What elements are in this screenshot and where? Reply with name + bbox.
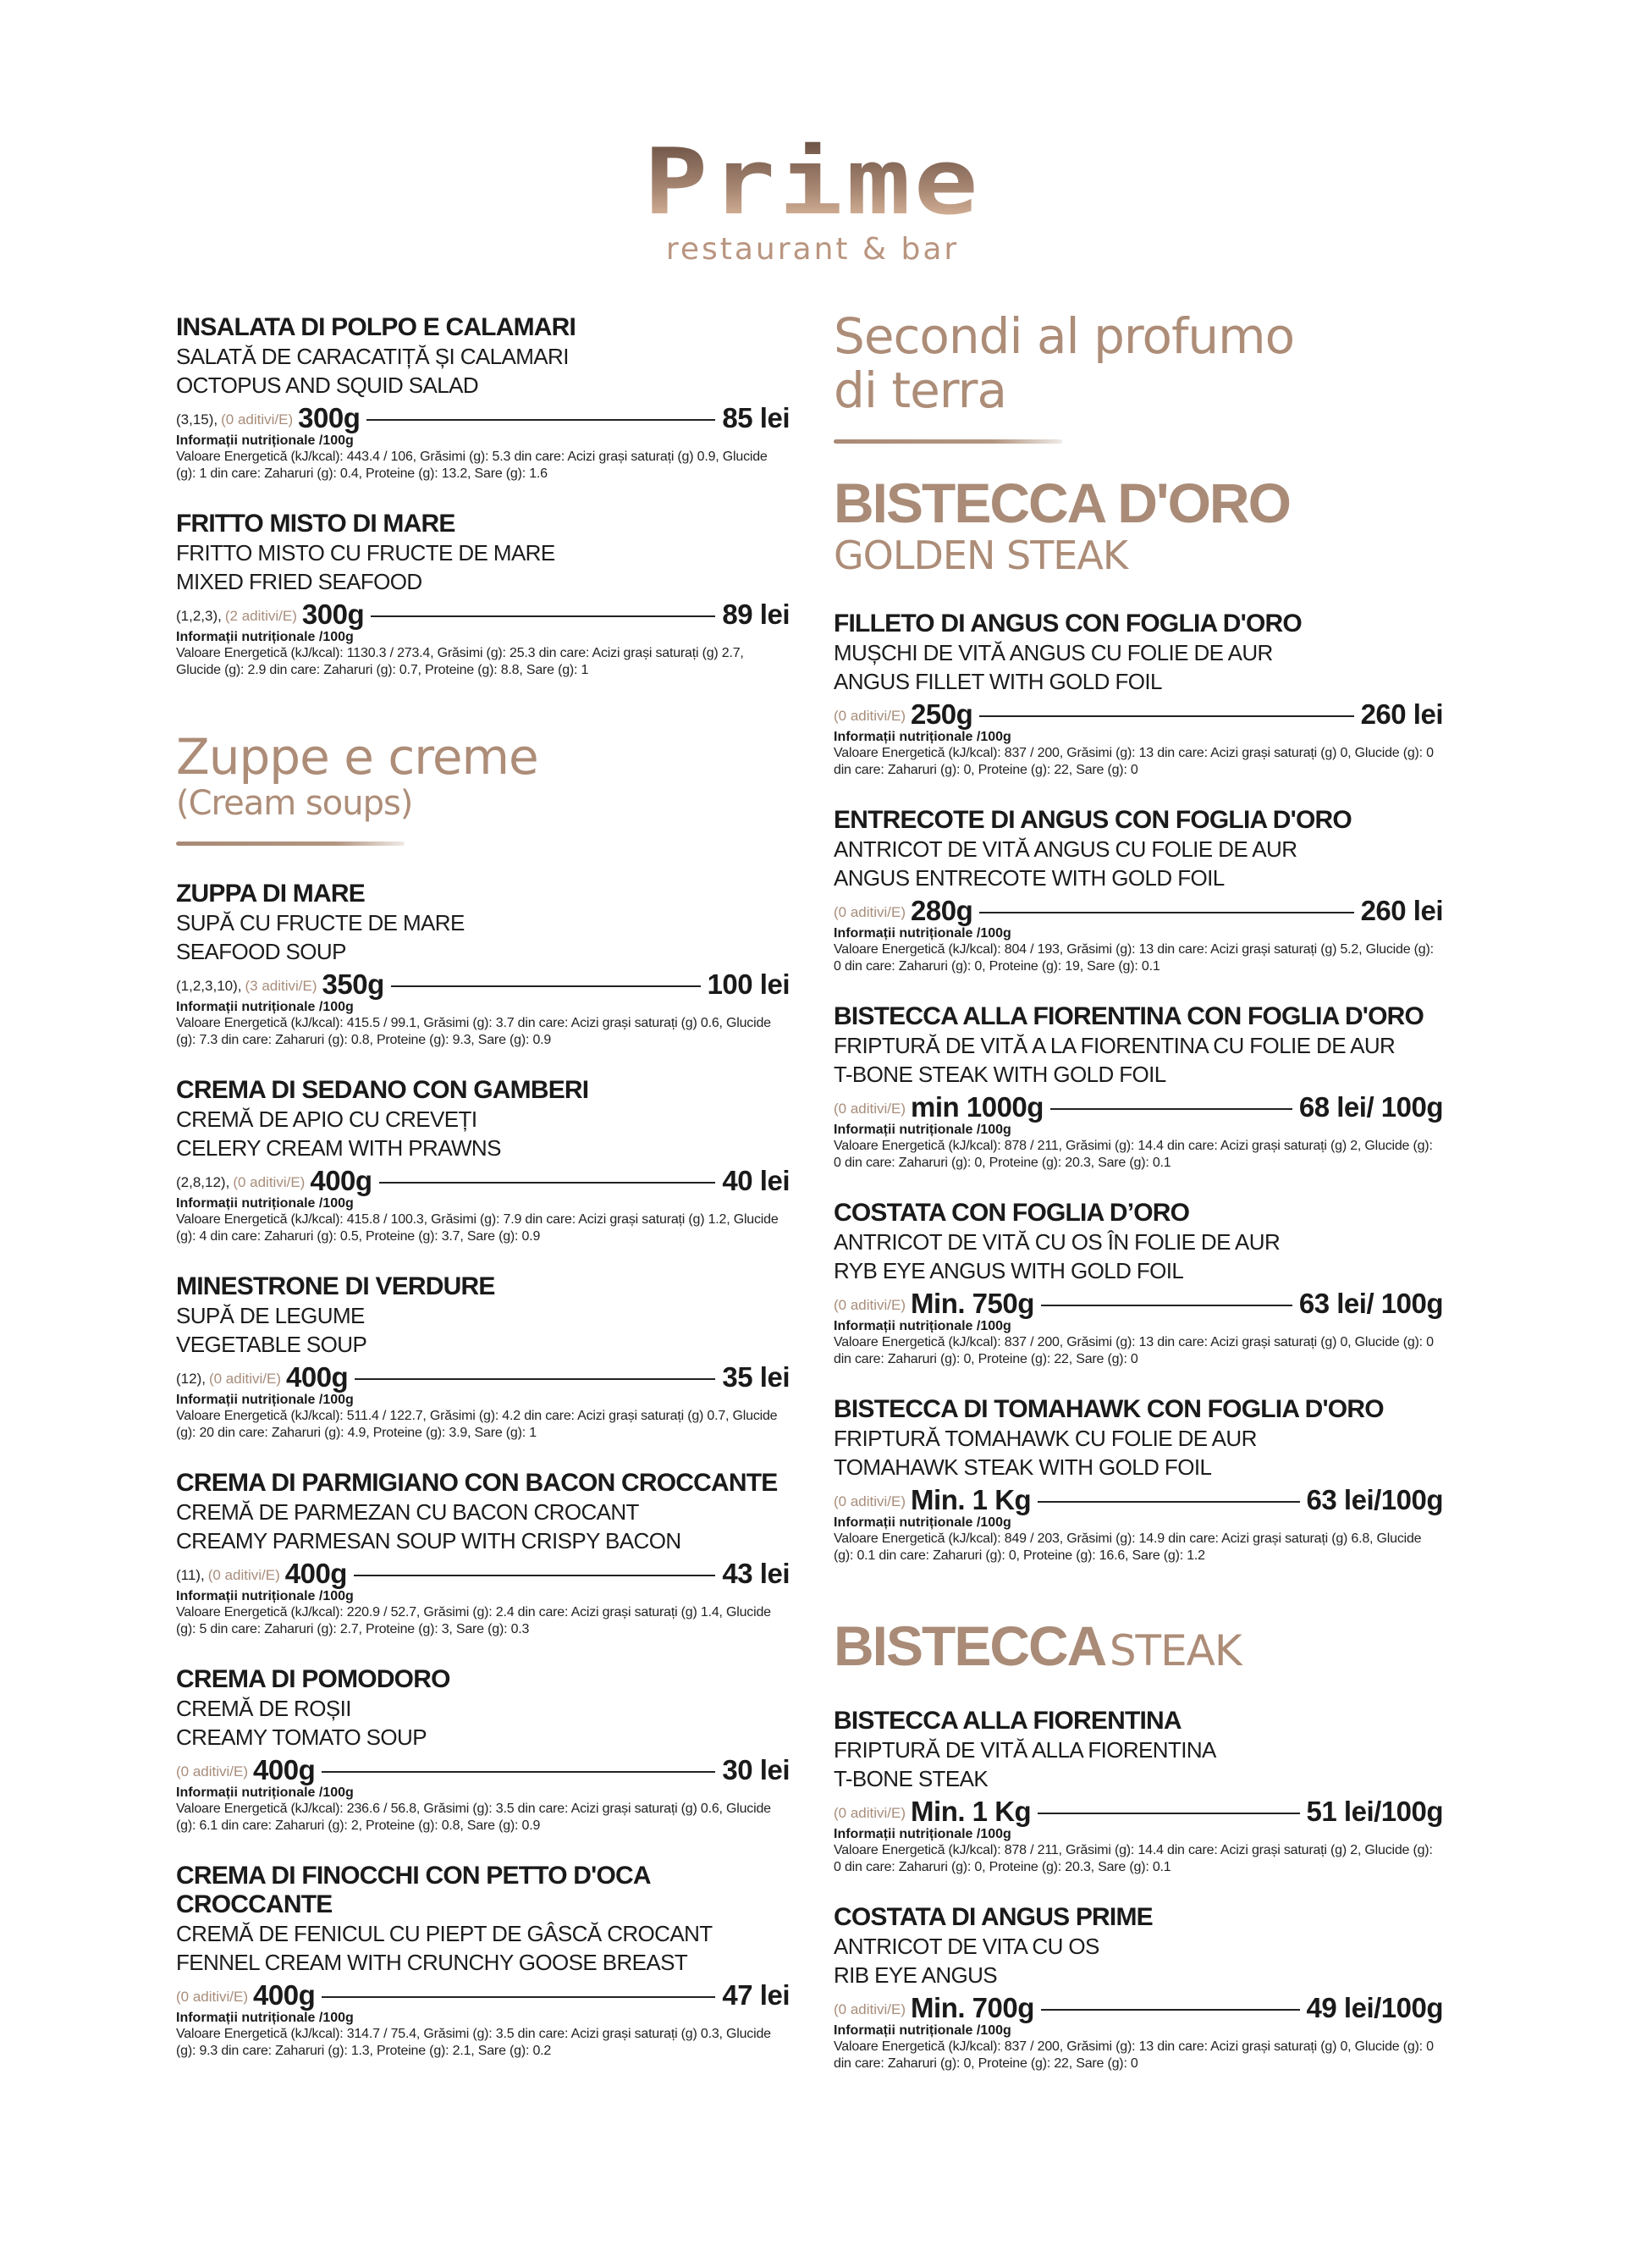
- item-name-ro: FRITTO MISTO CU FRUCTE DE MARE: [176, 540, 555, 566]
- nutrition-facts: Valoare Energetică (kJ/kcal): 415.8 / 100.3, Grăsimi (g): 7.9 din care: Acizi grași saturați (g) 1.2, Glucide (g): 4 din care: Zaharuri (g): 0.5, Proteine (g): 3.7, Sare (g): 0.9: [176, 1212, 779, 1244]
- item-name-en: ANGUS ENTRECOTE WITH GOLD FOIL: [834, 865, 1225, 891]
- item-title-it: ENTRECOTE DI ANGUS CON FOGLIA D'ORO: [834, 806, 1352, 834]
- golden-steak-list: [834, 610, 1443, 1564]
- item-name-ro: ANTRICOT DE VITĂ ANGUS CU FOLIE DE AUR: [834, 836, 1297, 862]
- item-name-ro: CREMĂ DE FENICUL CU PIEPT DE GÂSCĂ CROCANT: [176, 1921, 713, 1946]
- item-weight: 400g: [253, 1979, 316, 2011]
- price-row: [176, 400, 790, 433]
- additives-count: (0 aditivi/E): [221, 411, 294, 428]
- price-row: [176, 1359, 790, 1393]
- item-price: 49 lei/100g: [1306, 1992, 1443, 2023]
- section-title-golden-steak: BISTECCA D'ORO: [834, 472, 1290, 534]
- menu-item: [176, 1076, 790, 1245]
- additives-count: (0 aditivi/E): [834, 1297, 906, 1313]
- restaurant-logo: [0, 128, 1625, 267]
- price-row: [834, 1482, 1443, 1515]
- additives-count: (0 aditivi/E): [834, 2001, 906, 2017]
- menu-item: [176, 1665, 790, 1835]
- nutrition-heading: Informații nutriționale /100g: [834, 2023, 1011, 2038]
- item-price: 89 lei: [722, 599, 790, 630]
- menu-item: [834, 806, 1443, 975]
- menu-item: [176, 1272, 790, 1442]
- nutrition-heading: Informații nutriționale /100g: [834, 1123, 1011, 1137]
- additives-count: (0 aditivi/E): [233, 1174, 306, 1190]
- additives-count: (0 aditivi/E): [834, 1101, 906, 1117]
- nutrition-facts: Valoare Energetică (kJ/kcal): 878 / 211, Grăsimi (g): 14.4 din care: Acizi grași saturați (g) 2, Glucide (g): 0 din care: Zaharuri (g): 0, Proteine (g): 20.3, Sare (g): 0.1: [834, 1843, 1433, 1874]
- logo-wordmark: Prime: [643, 128, 982, 235]
- item-name-en: CELERY CREAM WITH PRAWNS: [176, 1135, 501, 1161]
- price-row: [834, 1989, 1443, 2023]
- item-title-it: FILLETO DI ANGUS CON FOGLIA D'ORO: [834, 610, 1302, 637]
- price-row: [834, 1793, 1443, 1827]
- section-subtitle-soups: (Cream soups): [176, 784, 413, 823]
- item-weight: 400g: [253, 1754, 316, 1785]
- price-row: [176, 1555, 790, 1589]
- item-title-it: CREMA DI SEDANO CON GAMBERI: [176, 1076, 589, 1104]
- dotted-leader: [354, 1575, 715, 1576]
- nutrition-facts: Valoare Energetică (kJ/kcal): 837 / 200, Grăsimi (g): 13 din care: Acizi grași saturați (g) 0, Glucide (g): 0 din care: Zaharuri (g): 0, Proteine (g): 22, Sare (g): 0: [834, 2039, 1434, 2071]
- item-weight: Min. 750g: [911, 1288, 1034, 1319]
- nutrition-facts: Valoare Energetică (kJ/kcal): 837 / 200, Grăsimi (g): 13 din care: Acizi grași saturați (g) 0, Glucide (g): 0 din care: Zaharuri (g): 0, Proteine (g): 22, Sare (g): 0: [834, 1335, 1434, 1366]
- item-title-it: BISTECCA ALLA FIORENTINA CON FOGLIA D'ORO: [834, 1002, 1424, 1030]
- item-name-ro: ANTRICOT DE VITA CU OS: [834, 1934, 1099, 1959]
- item-name-en: CREAMY PARMESAN SOUP WITH CRISPY BACON: [176, 1528, 681, 1553]
- dotted-leader: [355, 1378, 715, 1380]
- section-subtitle-golden-steak: GOLDEN STEAK: [834, 533, 1127, 578]
- dotted-leader: [366, 419, 715, 421]
- dotted-leader: [1038, 1501, 1299, 1503]
- nutrition-heading: Informații nutriționale /100g: [834, 1319, 1011, 1333]
- allergen-codes: (12),: [176, 1371, 206, 1387]
- item-name-en: CREAMY TOMATO SOUP: [176, 1724, 427, 1750]
- item-title-it: BISTECCA ALLA FIORENTINA: [834, 1707, 1182, 1735]
- additives-count: (2 aditivi/E): [224, 608, 297, 624]
- menu-item: [176, 313, 790, 483]
- nutrition-facts: Valoare Energetică (kJ/kcal): 314.7 / 75.4, Grăsimi (g): 3.5 din care: Acizi grași saturați (g) 0.3, Glucide (g): 9.3 din care: Zaharuri (g): 1.3, Proteine (g): 2.1, Sare (g): 0.2: [176, 2027, 771, 2058]
- additives-count: (0 aditivi/E): [208, 1371, 281, 1387]
- nutrition-facts: Valoare Energetică (kJ/kcal): 849 / 203, Grăsimi (g): 14.9 din care: Acizi grași saturați (g) 6.8, Glucide (g): 0.1 din care: Zaharuri (g): 0, Proteine (g): 16.6, Sare (g): 1.2: [834, 1531, 1422, 1563]
- additives-count: (0 aditivi/E): [176, 1989, 249, 2005]
- additives-count: (0 aditivi/E): [176, 1763, 249, 1780]
- item-title-it: COSTATA DI ANGUS PRIME: [834, 1903, 1153, 1931]
- item-price: 40 lei: [722, 1165, 790, 1196]
- item-weight: 300g: [301, 599, 365, 630]
- additives-count: (0 aditivi/E): [834, 708, 906, 724]
- price-row: [834, 1089, 1443, 1123]
- item-name-en: T-BONE STEAK WITH GOLD FOIL: [834, 1062, 1166, 1087]
- steak-list: [834, 1707, 1443, 2072]
- menu-item: [834, 1707, 1443, 1876]
- dotted-leader: [322, 1996, 715, 1998]
- nutrition-heading: Informații nutriționale /100g: [834, 1515, 1011, 1530]
- item-weight: 400g: [284, 1558, 347, 1589]
- dotted-leader: [391, 985, 701, 987]
- right-column: [834, 309, 1443, 2100]
- item-name-ro: FRIPTURĂ TOMAHAWK CU FOLIE DE AUR: [834, 1426, 1257, 1451]
- soup-list: [176, 880, 790, 2060]
- brush-divider: [834, 439, 1062, 444]
- item-weight: 300g: [298, 402, 361, 433]
- nutrition-facts: Valoare Energetică (kJ/kcal): 415.5 / 99.1, Grăsimi (g): 3.7 din care: Acizi grași saturați (g) 0.6, Glucide (g): 7.3 din care: Zaharuri (g): 0.8, Proteine (g): 9.3, Sare (g): 0.9: [176, 1016, 771, 1047]
- item-name-en: VEGETABLE SOUP: [176, 1332, 367, 1357]
- logo-tagline: restaurant & bar: [665, 232, 960, 267]
- menu-item: [834, 1002, 1443, 1172]
- price-row: [176, 1977, 790, 2011]
- item-name-ro: SUPĂ DE LEGUME: [176, 1303, 365, 1328]
- nutrition-facts: Valoare Energetică (kJ/kcal): 220.9 / 52.7, Grăsimi (g): 2.4 din care: Acizi grași saturați (g) 1.4, Glucide (g): 5 din care: Zaharuri (g): 2.7, Proteine (g): 3, Sare (g): 0.3: [176, 1605, 771, 1636]
- item-weight: 250g: [911, 698, 973, 730]
- nutrition-facts: Valoare Energetică (kJ/kcal): 443.4 / 106, Grăsimi (g): 5.3 din care: Acizi grași saturați (g) 0.9, Glucide (g): 1 din care: Zaharuri (g): 0.4, Proteine (g): 13.2, Sare (g): 1.6: [176, 450, 768, 481]
- menu-item: [176, 1469, 790, 1638]
- dotted-leader: [1050, 1108, 1292, 1110]
- item-price: 85 lei: [722, 402, 790, 433]
- allergen-codes: (11),: [176, 1567, 205, 1583]
- menu-item: [834, 1395, 1443, 1564]
- nutrition-facts: Valoare Energetică (kJ/kcal): 1130.3 / 273.4, Grăsimi (g): 25.3 din care: Acizi grași saturați (g) 2.7, Glucide (g): 2.9 din care: Zaharuri (g): 0.7, Proteine (g): 8.8, Sare (g): 1: [176, 646, 744, 677]
- item-price: 47 lei: [722, 1979, 790, 2011]
- dotted-leader: [1038, 1813, 1299, 1814]
- section-title-soups: Zuppe e creme: [176, 728, 538, 786]
- item-price: 30 lei: [722, 1754, 790, 1785]
- item-name-en: OCTOPUS AND SQUID SALAD: [176, 372, 479, 398]
- item-name-en: T-BONE STEAK: [834, 1766, 989, 1791]
- item-title-it: FRITTO MISTO DI MARE: [176, 510, 455, 538]
- menu-item: [834, 1199, 1443, 1368]
- price-row: [176, 1752, 790, 1785]
- item-name-ro: CREMĂ DE ROȘII: [176, 1696, 351, 1721]
- item-name-en: MIXED FRIED SEAFOOD: [176, 569, 422, 594]
- item-title-it: INSALATA DI POLPO E CALAMARI: [176, 313, 576, 341]
- item-price: 35 lei: [722, 1361, 790, 1393]
- price-row: [176, 596, 790, 630]
- nutrition-heading: Informații nutriționale /100g: [176, 1000, 354, 1014]
- price-row: [834, 892, 1443, 926]
- additives-count: (0 aditivi/E): [834, 1493, 906, 1509]
- dotted-leader: [322, 1771, 715, 1773]
- item-weight: Min. 1 Kg: [911, 1796, 1032, 1827]
- item-weight: min 1000g: [911, 1091, 1044, 1123]
- nutrition-heading: Informații nutriționale /100g: [834, 926, 1011, 941]
- item-price: 68 lei/ 100g: [1298, 1091, 1443, 1123]
- item-name-ro: CREMĂ DE APIO CU CREVEȚI: [176, 1106, 477, 1132]
- price-row: [176, 1162, 790, 1196]
- item-name-ro: ANTRICOT DE VITĂ CU OS ÎN FOLIE DE AUR: [834, 1229, 1281, 1255]
- brush-divider: [176, 842, 405, 846]
- item-price: 63 lei/100g: [1306, 1484, 1443, 1515]
- item-name-ro: CREMĂ DE PARMEZAN CU BACON CROCANT: [176, 1499, 639, 1525]
- section-title-steak: [834, 1615, 1443, 1676]
- item-title-it: ZUPPA DI MARE: [176, 880, 365, 908]
- additives-count: (0 aditivi/E): [834, 904, 906, 920]
- item-name-ro: SUPĂ CU FRUCTE DE MARE: [176, 910, 465, 935]
- dotted-leader: [1041, 2009, 1300, 2011]
- item-name-ro: FRIPTURĂ DE VITĂ ALLA FIORENTINA: [834, 1737, 1216, 1763]
- item-name-en: ANGUS FILLET WITH GOLD FOIL: [834, 669, 1162, 694]
- item-name-ro: SALATĂ DE CARACATIȚĂ ȘI CALAMARI: [176, 344, 569, 369]
- item-weight: 350g: [322, 968, 384, 1000]
- section-title-steak-light: STEAK: [1109, 1626, 1242, 1675]
- item-weight: 400g: [310, 1165, 372, 1196]
- item-name-en: RIB EYE ANGUS: [834, 1962, 998, 1988]
- dotted-leader: [979, 912, 1353, 913]
- item-name-en: RYB EYE ANGUS WITH GOLD FOIL: [834, 1258, 1184, 1283]
- nutrition-facts: Valoare Energetică (kJ/kcal): 878 / 211, Grăsimi (g): 14.4 din care: Acizi grași saturați (g) 2, Glucide (g): 0 din care: Zaharuri (g): 0, Proteine (g): 20.3, Sare (g): 0.1: [834, 1139, 1433, 1170]
- dotted-leader: [379, 1182, 716, 1184]
- item-price: 43 lei: [722, 1558, 790, 1589]
- menu-item: [176, 1862, 790, 2060]
- nutrition-heading: Informații nutriționale /100g: [176, 630, 354, 644]
- nutrition-heading: Informații nutriționale /100g: [176, 2011, 354, 2025]
- price-row: [834, 696, 1443, 730]
- item-title-it: MINESTRONE DI VERDURE: [176, 1272, 495, 1300]
- item-name-en: SEAFOOD SOUP: [176, 939, 346, 964]
- item-name-ro: FRIPTURĂ DE VITĂ A LA FIORENTINA CU FOLIE DE AUR: [834, 1033, 1396, 1058]
- additives-count: (0 aditivi/E): [207, 1567, 280, 1583]
- dotted-leader: [1041, 1305, 1292, 1306]
- nutrition-heading: Informații nutriționale /100g: [176, 1785, 354, 1800]
- item-price: 260 lei: [1360, 895, 1443, 926]
- item-title-it: BISTECCA DI TOMAHAWK CON FOGLIA D'ORO: [834, 1395, 1384, 1423]
- dotted-leader: [371, 615, 715, 617]
- item-price: 260 lei: [1360, 698, 1443, 730]
- left-column: [176, 313, 790, 2087]
- menu-item: [834, 610, 1443, 779]
- nutrition-heading: Informații nutriționale /100g: [834, 730, 1011, 744]
- item-name-en: TOMAHAWK STEAK WITH GOLD FOIL: [834, 1454, 1212, 1480]
- nutrition-heading: Informații nutriționale /100g: [176, 1196, 354, 1211]
- item-weight: Min. 1 Kg: [911, 1484, 1032, 1515]
- allergen-codes: (3,15),: [176, 411, 218, 428]
- nutrition-facts: Valoare Energetică (kJ/kcal): 837 / 200, Grăsimi (g): 13 din care: Acizi grași saturați (g) 0, Glucide (g): 0 din care: Zaharuri (g): 0, Proteine (g): 22, Sare (g): 0: [834, 746, 1434, 777]
- item-name-ro: MUȘCHI DE VITĂ ANGUS CU FOLIE DE AUR: [834, 640, 1273, 665]
- price-row: [176, 966, 790, 1000]
- nutrition-facts: Valoare Energetică (kJ/kcal): 236.6 / 56.8, Grăsimi (g): 3.5 din care: Acizi grași saturați (g) 0.6, Glucide (g): 6.1 din care: Zaharuri (g): 2, Proteine (g): 0.8, Sare (g): 0.9: [176, 1802, 771, 1833]
- allergen-codes: (1,2,3),: [176, 608, 222, 624]
- item-title-it: CREMA DI POMODORO: [176, 1665, 450, 1693]
- price-row: [834, 1285, 1443, 1319]
- item-title-it: CREMA DI PARMIGIANO CON BACON CROCCANTE: [176, 1469, 778, 1497]
- section-title-secondi: Secondi al profumo di terra: [834, 307, 1295, 419]
- menu-item: [834, 1903, 1443, 2072]
- menu-item: [176, 510, 790, 679]
- item-weight: 400g: [286, 1361, 349, 1393]
- menu-item: [176, 880, 790, 1049]
- allergen-codes: (1,2,3,10),: [176, 978, 242, 994]
- item-weight: Min. 700g: [911, 1992, 1034, 2023]
- item-title-it: CREMA DI FINOCCHI CON PETTO D'OCA CROCCANTE: [176, 1862, 650, 1918]
- item-weight: 280g: [911, 895, 973, 926]
- additives-count: (0 aditivi/E): [834, 1805, 906, 1821]
- item-price: 51 lei/100g: [1306, 1796, 1443, 1827]
- nutrition-heading: Informații nutriționale /100g: [176, 433, 354, 448]
- item-price: 63 lei/ 100g: [1298, 1288, 1443, 1319]
- item-title-it: COSTATA CON FOGLIA D’ORO: [834, 1199, 1190, 1227]
- item-name-en: FENNEL CREAM WITH CRUNCHY GOOSE BREAST: [176, 1950, 688, 1975]
- dotted-leader: [979, 715, 1353, 717]
- nutrition-facts: Valoare Energetică (kJ/kcal): 511.4 / 122.7, Grăsimi (g): 4.2 din care: Acizi grași saturați (g) 0.7, Glucide (g): 20 din care: Zaharuri (g): 4.9, Proteine (g): 3.9, Sare (g): 1: [176, 1409, 778, 1440]
- section-title-steak-bold: BISTECCA: [834, 1614, 1106, 1677]
- additives-count: (3 aditivi/E): [245, 978, 317, 994]
- seafood-list: [176, 313, 790, 679]
- nutrition-heading: Informații nutriționale /100g: [176, 1393, 354, 1407]
- allergen-codes: (2,8,12),: [176, 1174, 230, 1190]
- item-price: 100 lei: [707, 968, 790, 1000]
- nutrition-facts: Valoare Energetică (kJ/kcal): 804 / 193, Grăsimi (g): 13 din care: Acizi grași saturați (g) 5.2, Glucide (g): 0 din care: Zaharuri (g): 0, Proteine (g): 19, Sare (g): 0.1: [834, 942, 1434, 974]
- nutrition-heading: Informații nutriționale /100g: [834, 1827, 1011, 1841]
- nutrition-heading: Informații nutriționale /100g: [176, 1589, 354, 1603]
